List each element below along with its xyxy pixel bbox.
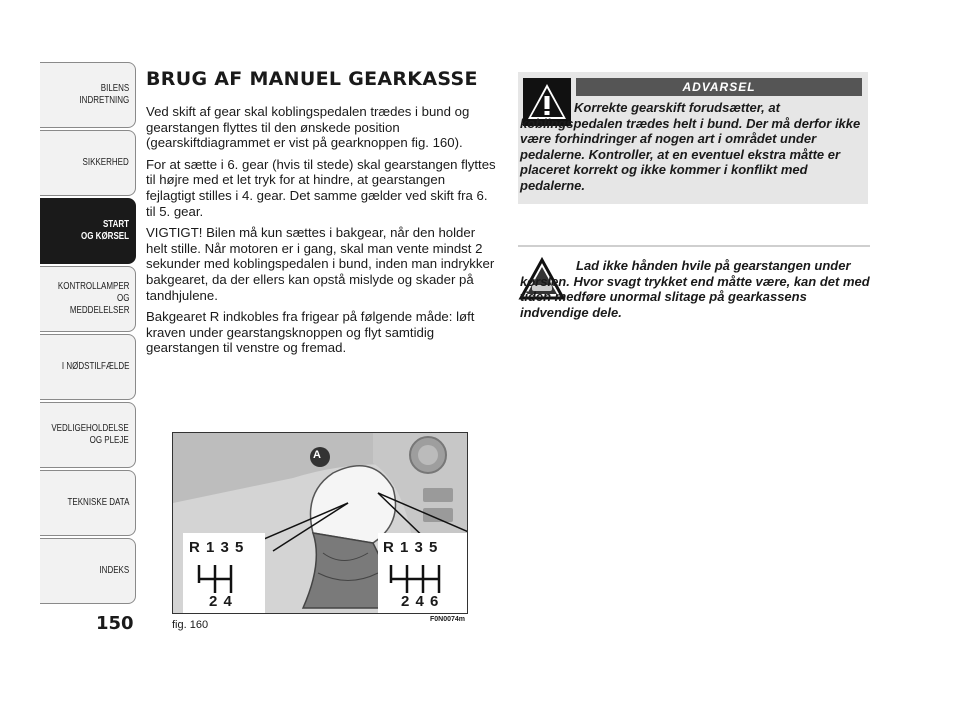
tab-kontrollamper[interactable] [40, 266, 136, 332]
tab-label: KONTROLLAMPER OG MEDDELELSER [57, 281, 129, 316]
section-heading: BRUG AF MANUEL GEARKASSE [146, 68, 478, 90]
warning-text: Korrekte gearskift forudsætter, at koblingspedalen trædes helt i bund. Der må derfor ikke være forhindringer af nogen art i området under pedalerne. Kontroller, at en eventuel ekstra måtte er placeret korrekt og ikke kommer i konflikt med pedalerne. [520, 100, 861, 193]
divider [518, 245, 870, 247]
warning-title: ADVARSEL [576, 78, 862, 96]
page-number: 150 [96, 613, 134, 634]
main-column [146, 68, 496, 362]
tab-label: START OG KØRSEL [80, 219, 129, 242]
paragraph: Bakgearet R indkobles fra frigear på følgende måde: løft kraven under gearstangsknoppen og flyt samtidig gearstangen til venstre og fremad. [146, 309, 475, 356]
tab-label: INDEKS [99, 565, 129, 576]
tab-label: VEDLIGEHOLDELSE OG PLEJE [51, 423, 129, 446]
gear-pattern-right-bottom: 2 4 6 [401, 593, 440, 610]
tab-tekniske-data[interactable] [40, 470, 136, 536]
gear-pattern-left-top: R 1 3 5 [189, 539, 245, 556]
tab-label: TEKNISKE DATA [67, 497, 129, 508]
tab-label: BILENS INDRETNING [79, 83, 129, 106]
tab-sikkerhed[interactable] [40, 130, 136, 196]
tab-indeks[interactable] [40, 538, 136, 604]
tab-label: SIKKERHED [82, 157, 129, 168]
figure-code: F0N0074m [430, 616, 466, 623]
figure-marker-a: A [313, 449, 321, 461]
tab-nodstilfaelde[interactable] [40, 334, 136, 400]
gear-pattern-left-bottom: 2 4 [209, 593, 233, 610]
gear-lever-figure [172, 432, 468, 614]
paragraph: Ved skift af gear skal koblingspedalen trædes i bund og gearstangen flyttes til den ønskede position (gearskiftdiagrammet er vist på gearknoppen fig. 160). [146, 104, 470, 151]
figure-caption: fig. 160 [172, 619, 209, 631]
note-text: Lad ikke hånden hvile på gearstangen under kørslen. Hvor svagt trykket end måtte være, kan det med tiden medføre unormal slitage på gearkassens indvendige dele. [520, 258, 870, 320]
side-navigation [40, 62, 136, 606]
tab-vedligeholdelse[interactable] [40, 402, 136, 468]
tab-bilens-indretning[interactable] [40, 62, 136, 128]
paragraph: VIGTIGT! Bilen må kun sættes i bakgear, når den holder helt stille. Når motoren er i gang, skal man vente mindst 2 sekunder med koblingspedalen i bund, inden man indrykker bakgearet, da der ellers kan opstå mislyde og skader på tandhjulene. [146, 225, 495, 303]
tab-label: I NØDSTILFÆLDE [61, 361, 129, 372]
gear-pattern-right-top: R 1 3 5 [383, 539, 439, 556]
paragraph: For at sætte i 6. gear (hvis til stede) skal gearstangen flyttes til højre med et let tryk for at hindre, at gearstangen fejlagtigt stilles i 4. gear. Det samme gælder ved skift fra 6. til 5. gear. [146, 156, 496, 219]
warning-box [518, 72, 868, 204]
tab-start-og-korsel[interactable] [40, 198, 136, 264]
